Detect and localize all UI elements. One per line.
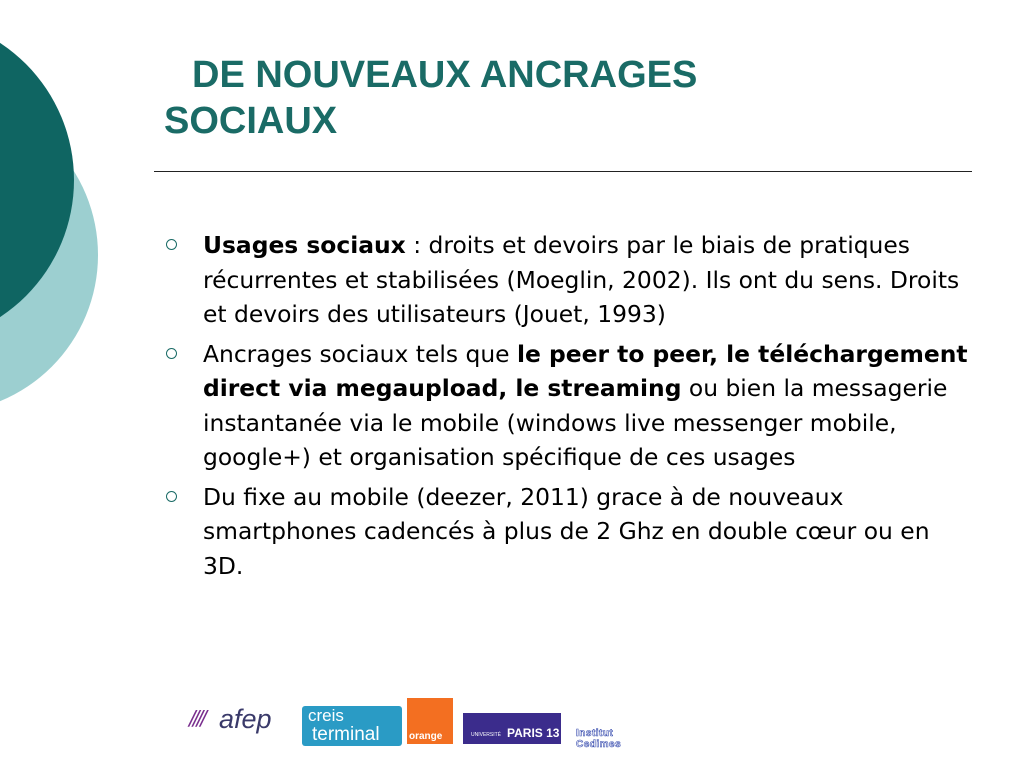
circle-bullet-icon — [166, 239, 177, 250]
afep-logo — [189, 700, 297, 738]
afep-logo-text: afep — [219, 704, 272, 734]
bullet-text-bold: Usages sociaux — [203, 231, 406, 259]
title-divider — [154, 171, 972, 172]
bullet-text: Ancrages sociaux tels que — [203, 339, 517, 368]
orange-logo-text: orange — [409, 731, 443, 742]
bullet-list — [162, 228, 974, 588]
circle-bullet-icon — [166, 348, 177, 359]
title-line-2: SOCIAUX — [164, 100, 338, 142]
circle-bullet-icon — [166, 491, 177, 502]
orange-logo — [407, 698, 453, 744]
list-item — [162, 228, 974, 332]
afep-bars-icon: //// — [189, 706, 204, 730]
page-title — [164, 52, 984, 144]
bullet-text: : droits et devoirs par le biais de pratiques récurrentes et stabilisées (Moeglin, 2002). Ils ont du sens. Droits et devoirs des utilisateurs (Jouet, 1993) — [203, 231, 960, 328]
bullet-text: ou bien la messagerie instantanée via le mobile (windows live messenger mobile, google+) et organisation spécifique de ces usages — [203, 374, 948, 471]
terminal-logo-text: terminal — [312, 724, 380, 745]
paris13-logo — [463, 713, 561, 744]
decorative-circles — [0, 0, 110, 410]
creis-terminal-logo — [302, 706, 402, 746]
list-item — [162, 480, 974, 584]
bullet-text: Du fixe au mobile (deezer, 2011) grace à de nouveaux smartphones cadencés à plus de 2 Ghz en double cœur ou en 3D. — [203, 482, 930, 580]
creis-logo-text: creis — [308, 706, 344, 725]
title-line-1: DE NOUVEAUX ANCRAGES — [192, 54, 698, 96]
paris13-logo-text: PARIS 13 — [507, 726, 560, 740]
paris13-univ-text: UNIVERSITÉ — [471, 732, 502, 738]
list-item — [162, 337, 974, 475]
cedimes-logo: Institut Cedimes — [576, 728, 622, 750]
bullet-text-bold: le peer to peer, le téléchargement direct via megaupload, le streaming — [203, 339, 968, 402]
